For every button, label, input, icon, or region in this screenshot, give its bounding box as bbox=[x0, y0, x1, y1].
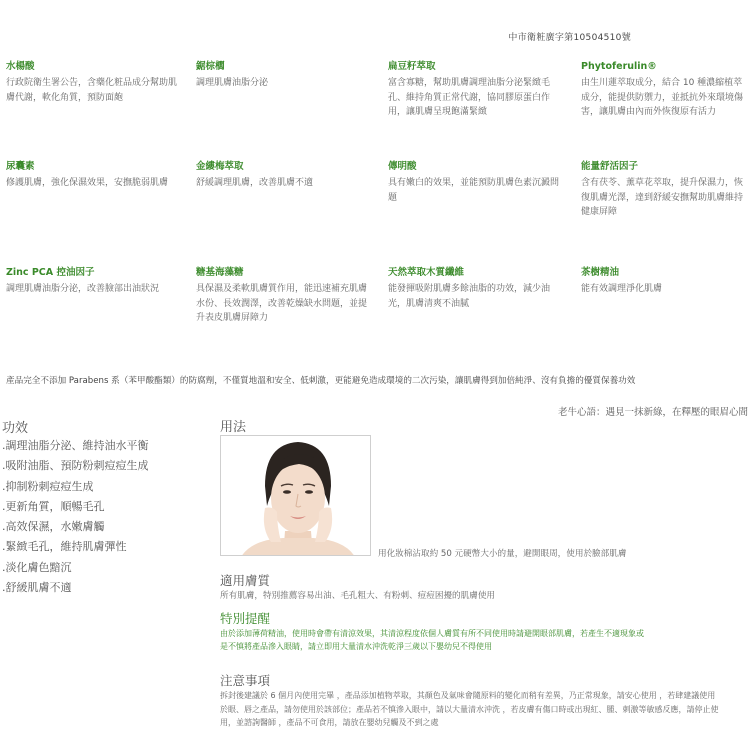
ingredient-allantoin bbox=[6, 160, 178, 191]
usage-title: 用法 bbox=[220, 420, 247, 435]
tagline: 老牛心語：遇見一抹新綠，在釋壓的眼眉心間 bbox=[557, 407, 748, 418]
ingredient-name: 天然萃取木質纖維 bbox=[388, 267, 465, 278]
ingredient-salicylic-acid bbox=[6, 60, 178, 105]
ingredient-lentil-extract bbox=[388, 60, 560, 120]
ingredient-glycosyl-trehalose bbox=[196, 266, 368, 326]
ingredient-name: Phytoferulin® bbox=[581, 61, 657, 72]
ingredient-wood-fiber bbox=[388, 266, 560, 311]
ingredient-energy-soothing-factor bbox=[581, 160, 749, 220]
ingredient-desc: 富含寡糖，幫助肌膚調理油脂分泌緊緻毛孔、維持角質正常代謝，協同膠原蛋白作用，讓肌膚呈現飽滿緊緻 bbox=[388, 78, 551, 117]
ingredient-phytoferulin bbox=[581, 60, 749, 120]
ingredient-name: 扁豆籽萃取 bbox=[388, 61, 436, 72]
notes-title: 注意事項 bbox=[220, 673, 271, 688]
ingredient-desc: 能有效調理淨化肌膚 bbox=[581, 284, 663, 294]
paraben-free-notice: 產品完全不添加 Parabens 系（苯甲酸酯類）的防腐劑，不僅質地溫和安全、低刺激，更能避免造成環境的二次污染，讓肌膚得到加倍純淨、沒有負擔的優質保養功效 bbox=[6, 376, 636, 386]
ingredient-desc: 行政院衛生署公告，含藥化粧品成分幫助肌膚代謝，軟化角質，預防面皰 bbox=[6, 78, 178, 103]
effect-item: .更新角質，順暢毛孔 bbox=[2, 499, 105, 513]
ingredient-name: 水楊酸 bbox=[6, 61, 35, 72]
skin-type-text: 所有肌膚，特別推薦容易出油、毛孔粗大、有粉刺、痘痘困擾的肌膚使用 bbox=[220, 591, 496, 601]
ingredient-desc: 修護肌膚，強化保濕效果，安撫脆弱肌膚 bbox=[6, 178, 169, 188]
ingredient-desc: 含有茯苓、薰草花萃取，提升保濕力，恢復肌膚光澤，達到舒緩安撫幫助肌膚維持健康屏障 bbox=[581, 178, 744, 217]
special-reminder-title: 特別提醒 bbox=[220, 611, 271, 626]
effect-item: .緊緻毛孔，維持肌膚彈性 bbox=[2, 540, 127, 554]
ingredient-name: 能量舒活因子 bbox=[581, 161, 639, 172]
ingredient-desc: 具有嫩白的效果，並能預防肌膚色素沉澱問題 bbox=[388, 178, 560, 203]
ingredient-name: 糖基海藻糖 bbox=[196, 267, 244, 278]
ingredient-name: 傳明酸 bbox=[388, 161, 417, 172]
usage-text: 用化妝棉沾取約 50 元硬幣大小的量，避開眼周，使用於臉部肌膚 bbox=[378, 549, 627, 559]
ingredient-tea-tree-oil bbox=[581, 266, 749, 297]
effect-item: .抑制粉刺痘痘生成 bbox=[2, 479, 94, 493]
ingredient-desc: 能發揮吸附肌膚多餘油脂的功效，減少油光，肌膚清爽不油膩 bbox=[388, 284, 551, 309]
effect-item: .吸附油脂、預防粉刺痘痘生成 bbox=[2, 459, 149, 473]
model-face-photo bbox=[220, 435, 371, 556]
ingredient-desc: 調理肌膚油脂分泌，改善臉部出油狀況 bbox=[6, 284, 160, 294]
ingredient-desc: 調理肌膚油脂分泌 bbox=[196, 78, 269, 88]
effects-title: 功效 bbox=[2, 421, 29, 436]
effect-item: .淡化膚色黯沉 bbox=[2, 560, 72, 574]
ingredient-name: 尿囊素 bbox=[6, 161, 35, 172]
registration-number: 中市衛粧廣字第10504510號 bbox=[508, 33, 631, 43]
ingredient-desc: 舒緩調理肌膚，改善肌膚不適 bbox=[196, 178, 314, 188]
effect-item: .舒緩肌膚不適 bbox=[2, 581, 72, 595]
notes-text: 拆封後建議於 6 個月內使用完畢 ，產品添加植物萃取，其顏色及氣味會隨原料的變化而稍有差異，乃正常現象，請安心使用 ，若肆建議使用於眼、唇之產品，請勿使用於該部位；產品若不慎滲入眼中，請以大量清水沖洗 ，若皮膚有傷口時或出現紅、腫、刺激等敏感反應，請停止使用，並諮詢醫師 ，產品不可食用，請放在嬰幼兒觸及不到之處 bbox=[220, 691, 719, 727]
effect-item: .調理油脂分泌、維持油水平衡 bbox=[2, 439, 149, 452]
ingredient-witch-hazel bbox=[196, 160, 368, 191]
skin-type-title: 適用膚質 bbox=[220, 573, 271, 588]
special-reminder-text: 由於添加薄荷精油，使用時會帶有清涼效果，其清涼程度依個人膚質有所不同使用時請避開眼部肌膚，若產生不適現象或是不慎將產品滲入眼睛，請立即用大量清水沖洗乾淨三歲以下嬰幼兒不得使用 bbox=[220, 629, 644, 651]
ingredient-name: 金縷梅萃取 bbox=[196, 161, 244, 172]
ingredient-zinc-pca bbox=[6, 266, 178, 297]
ingredient-name: Zinc PCA 控油因子 bbox=[6, 267, 95, 278]
effect-item: .高效保濕，水嫩膚觸 bbox=[2, 520, 105, 534]
ingredient-desc: 具保濕及柔軟肌膚質作用，能迅速補充肌膚水份、長效潤澤，改善乾燥缺水問題，並提升表皮肌膚屏障力 bbox=[196, 284, 368, 323]
ingredient-saw-palmetto bbox=[196, 60, 368, 91]
ingredient-name: 茶樹精油 bbox=[581, 267, 620, 278]
effects-list bbox=[2, 436, 149, 598]
ingredient-name: 鋸棕櫚 bbox=[196, 61, 225, 72]
ingredient-desc: 由生川蓮萃取成分，結合 10 種濃縮植萃成分，能提供防禦力，並抵抗外來環境傷害，讓肌膚由內而外恢復原有活力 bbox=[581, 78, 744, 117]
ingredient-tranexamic-acid bbox=[388, 160, 560, 205]
